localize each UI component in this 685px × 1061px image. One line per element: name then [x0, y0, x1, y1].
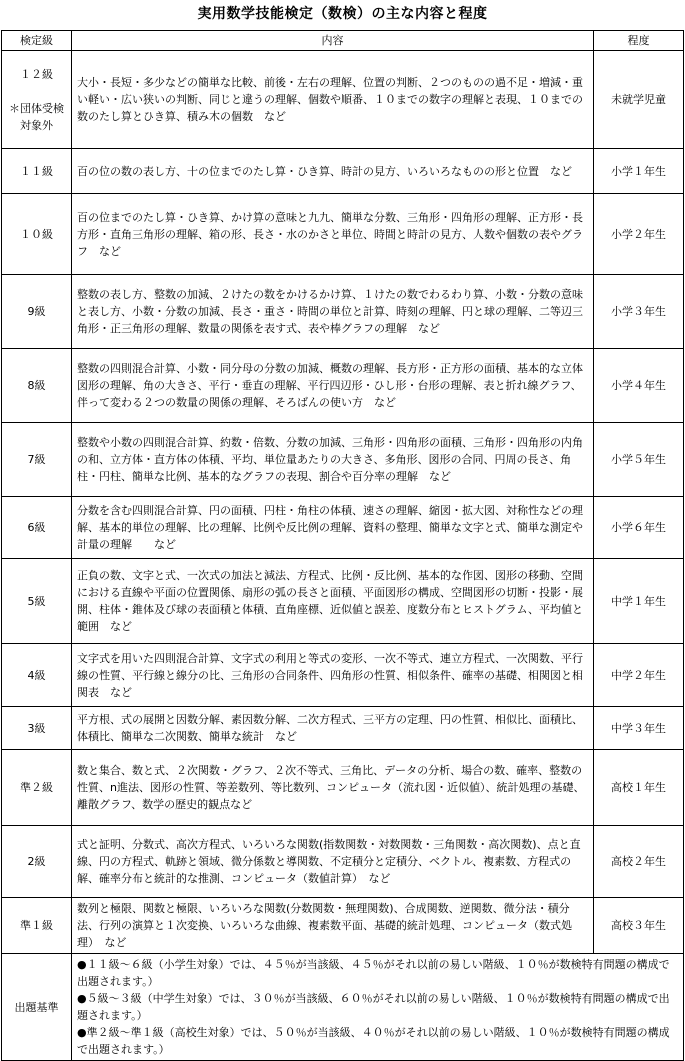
content-cell: 式と証明、分数式、高次方程式、いろいろな関数(指数関数・対数関数・三角関数・高次関数)、点と直線、円の方程式、軌跡と領域、微分係数と導関数、不定積分と定積分、ベクトル、複素数、方程式の解、確率分布と統計的な推測、コンピュータ（数値計算） など — [72, 826, 594, 898]
content-cell: 整数や小数の四則混合計算、約数・倍数、分数の加減、三角形・四角形の面積、三角形・四角形の内角の和、立方体・直方体の体積、平均、単位量あたりの大きさ、多角形、図形の合同、円周の長さ、角柱・円柱、簡単な比例、基本的なグラフの表現、割合や百分率の理解 など — [72, 423, 594, 497]
table-row — [2, 194, 684, 275]
content-cell: 正負の数、文字と式、一次式の加法と減法、方程式、比例・反比例、基本的な作図、図形の移動、空間における直線や平面の位置関係、扇形の弧の長さと面積、平面図形の構成、空間図形の切断・投影・展開、柱体・錐体及び球の表面積と体積、直角座標、近似値と誤差、度数分布とヒストグラム、平均値と範囲 など — [72, 559, 594, 644]
table-row — [2, 51, 684, 149]
level-cell: 高校３年生 — [594, 898, 684, 954]
content-cell: 百の位の数の表し方、十の位までのたし算・ひき算、時計の見方、いろいろなものの形と位置 など — [72, 149, 594, 194]
content-cell: 整数の表し方、整数の加減、２けたの数をかけるかけ算、１けたの数でわるわり算、小数・分数の意味と表し方、小数・分数の加減、長さ・重さ・時間の単位と計算、時刻の理解、円と球の理解、二等辺三角形・正三角形の理解、数量の関係を表す式、表や棒グラフの理解 など — [72, 275, 594, 349]
level-cell: 小学６年生 — [594, 497, 684, 559]
content-cell: 数と集合、数と式、２次関数・グラフ、２次不等式、三角比、データの分析、場合の数、確率、整数の性質、n進法、図形の性質、等差数列、等比数列、コンピュータ（流れ図・近似値）、統計処理の基礎、離散グラフ、数学の歴史的観点など — [72, 750, 594, 826]
table-row — [2, 826, 684, 898]
grade-cell: 6級 — [2, 497, 72, 559]
level-cell: 小学２年生 — [594, 194, 684, 275]
table-row — [2, 497, 684, 559]
content-cell: 数列と極限、関数と極限、いろいろな関数(分数関数・無理関数)、合成関数、逆関数、微分法・積分法、行列の演算と１次変換、いろいろな曲線、複素数平面、基礎的統計処理、コンピュータ（数式処理） など — [72, 898, 594, 954]
criteria-label: 出題基準 — [2, 954, 72, 1061]
page-title: 実用数学技能検定（数検）の主な内容と程度 — [197, 6, 488, 22]
content-cell: 百の位までのたし算・ひき算、かけ算の意味と九九、簡単な分数、三角形・四角形の理解、正方形・長方形・直角三角形の理解、箱の形、長さ・水のかさと単位、時間と時計の見方、人数や個数の表やグラフ など — [72, 194, 594, 275]
header-grade: 検定級 — [2, 31, 72, 51]
content-cell: 平方根、式の展開と因数分解、素因数分解、二次方程式、三平方の定理、円の性質、相似比、面積比、体積比、簡単な二次関数、簡単な統計 など — [72, 707, 594, 750]
grade-cell: 8級 — [2, 349, 72, 423]
header-row — [2, 31, 684, 51]
level-cell: 小学５年生 — [594, 423, 684, 497]
table-row — [2, 898, 684, 954]
grade-cell: 9級 — [2, 275, 72, 349]
criteria-item: ●準２級～準１級（高校生対象）では、５０％が当該級、４０％がそれ以前の易しい階級、１０％が数検特有問題の構成で出題されます。） — [77, 1026, 670, 1056]
table-row — [2, 423, 684, 497]
grade-cell: １１級 — [2, 149, 72, 194]
grade-cell: １２級 ＊団体受検対象外 — [2, 51, 72, 149]
content-cell: 分数を含む四則混合計算、円の面積、円柱・角柱の体積、速さの理解、縮図・拡大図、対称性などの理解、基本的単位の理解、比の理解、比例や反比例の理解、資料の整理、簡単な文字と式、簡単な測定や計量の理解 など — [72, 497, 594, 559]
criteria-row — [2, 954, 684, 1061]
table-row — [2, 275, 684, 349]
content-cell: 文字式を用いた四則混合計算、文字式の利用と等式の変形、一次不等式、連立方程式、一次関数、平行線の性質、平行線と線分の比、三角形の合同条件、四角形の性質、相似条件、確率の基礎、相関図と相関表 など — [72, 644, 594, 707]
level-cell: 高校２年生 — [594, 826, 684, 898]
level-cell: 中学２年生 — [594, 644, 684, 707]
grade-cell: １０級 — [2, 194, 72, 275]
level-cell: 中学１年生 — [594, 559, 684, 644]
header-content: 内容 — [72, 31, 594, 51]
grade-cell: 準２級 — [2, 750, 72, 826]
table-row — [2, 349, 684, 423]
level-cell: 小学４年生 — [594, 349, 684, 423]
criteria-item: ●５級～３級（中学生対象）では、３０％が当該級、６０％がそれ以前の易しい階級、１０％が数検特有問題の構成で出題されます。） — [77, 992, 670, 1022]
level-cell: 未就学児童 — [594, 51, 684, 149]
grade-cell: 7級 — [2, 423, 72, 497]
level-cell: 小学３年生 — [594, 275, 684, 349]
content-cell: 大小・長短・多少などの簡単な比較、前後・左右の理解、位置の判断、２つのものの過不足・増減・重い軽い・広い狭いの判断、同じと違うの理解、個数や順番、１０までの数字の理解と表現、１０までの数のたし算とひき算、積み木の個数 など — [72, 51, 594, 149]
level-cell: 高校１年生 — [594, 750, 684, 826]
grade-cell: 5級 — [2, 559, 72, 644]
table-row — [2, 149, 684, 194]
table-row — [2, 644, 684, 707]
level-cell: 中学３年生 — [594, 707, 684, 750]
criteria-cell — [72, 954, 684, 1061]
table-row — [2, 750, 684, 826]
criteria-item: ●１１級～６級（小学生対象）では、４５％が当該級、４５％がそれ以前の易しい階級、１０％が数検特有問題の構成で出題されます。） — [77, 958, 670, 988]
grade-cell: 4級 — [2, 644, 72, 707]
table-row — [2, 559, 684, 644]
grade-cell: 2級 — [2, 826, 72, 898]
grade-cell: 3級 — [2, 707, 72, 750]
grade-cell: 準１級 — [2, 898, 72, 954]
grade-table — [1, 30, 684, 1061]
level-cell: 小学１年生 — [594, 149, 684, 194]
table-row — [2, 707, 684, 750]
content-cell: 整数の四則混合計算、小数・同分母の分数の加減、概数の理解、長方形・正方形の面積、基本的な立体図形の理解、角の大きさ、平行・垂直の理解、平行四辺形・ひし形・台形の理解、表と折れ線グラフ、伴って変わる２つの数量の関係の理解、そろばんの使い方 など — [72, 349, 594, 423]
header-level: 程度 — [594, 31, 684, 51]
